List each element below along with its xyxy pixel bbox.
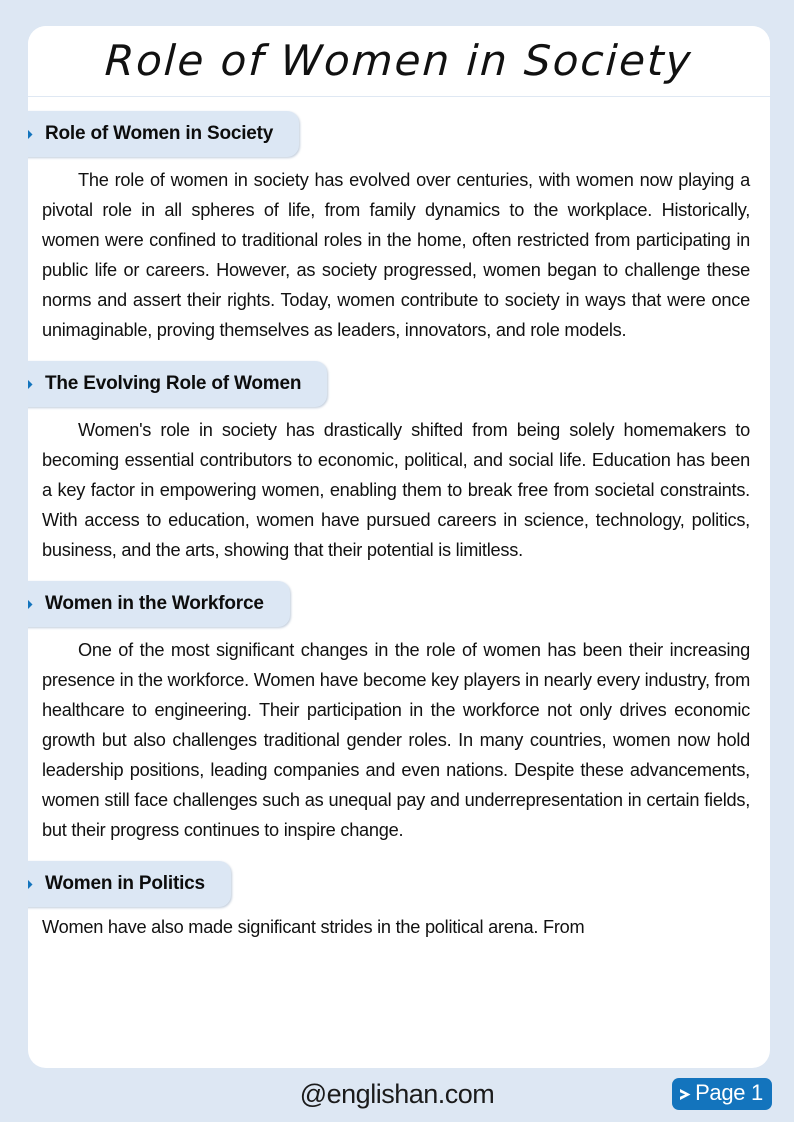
section-heading-row	[28, 111, 770, 157]
section-heading-pill	[28, 111, 299, 157]
diamond-icon	[28, 122, 33, 146]
section-heading-label: Women in Politics	[45, 873, 205, 894]
document-page-card	[28, 26, 770, 1068]
section-role-of-women-in-society	[28, 111, 770, 345]
section-paragraph: One of the most significant changes in the role of women has been their increasing presence in the workforce. Women have become key players in nearly every industry, from healthcare to engineering. Their participation in the workforce not only drives economic growth but also challenges traditional gender roles. In many countries, women now hold leadership positions, leading companies and even nations. Despite these advancements, women still face challenges such as unequal pay and underrepresentation in certain fields, but their progress continues to inspire change.	[42, 640, 750, 840]
section-paragraph: The role of women in society has evolved over centuries, with women now playing a pivotal role in all spheres of life, from family dynamics to the workplace. Historically, women were confined to traditional roles in the home, often restricted from participating in public life or careers. However, as society progressed, women began to challenge these norms and assert their rights. Today, women contribute to society in ways that were once unimaginable, proving themselves as leaders, innovators, and role models.	[42, 170, 750, 340]
arrow-right-icon	[677, 1086, 694, 1103]
section-heading-label: Women in the Workforce	[45, 593, 264, 614]
section-women-in-politics	[28, 861, 770, 942]
section-women-in-the-workforce	[28, 581, 770, 845]
section-heading-row	[28, 581, 770, 627]
section-the-evolving-role-of-women	[28, 361, 770, 565]
section-heading-pill	[28, 361, 327, 407]
page-number-badge	[672, 1078, 772, 1110]
section-paragraph: Women have also made significant strides in the political arena. From	[42, 917, 585, 937]
section-heading-row	[28, 861, 770, 907]
section-heading-row	[28, 361, 770, 407]
section-heading-label: The Evolving Role of Women	[45, 373, 302, 394]
footer-brand-label: @englishan.com	[299, 1079, 495, 1109]
page-number-label: Page 1	[695, 1080, 763, 1105]
diamond-icon	[28, 372, 33, 396]
section-heading-label: Role of Women in Society	[45, 123, 274, 144]
document-body	[28, 111, 770, 942]
diamond-icon	[28, 872, 33, 896]
document-title-band	[28, 26, 770, 97]
section-heading-pill	[28, 581, 290, 627]
page-title: Role of Women in Society	[104, 36, 695, 85]
section-paragraph: Women's role in society has drastically shifted from being solely homemakers to becoming essential contributors to economic, political, and social life. Education has been a key factor in empowering women, enabling them to break free from societal constraints. With access to education, women have pursued careers in science, technology, politics, business, and the arts, showing that their potential is limitless.	[42, 420, 750, 560]
page-footer	[0, 1072, 794, 1122]
diamond-icon	[28, 592, 33, 616]
section-heading-pill	[28, 861, 231, 907]
